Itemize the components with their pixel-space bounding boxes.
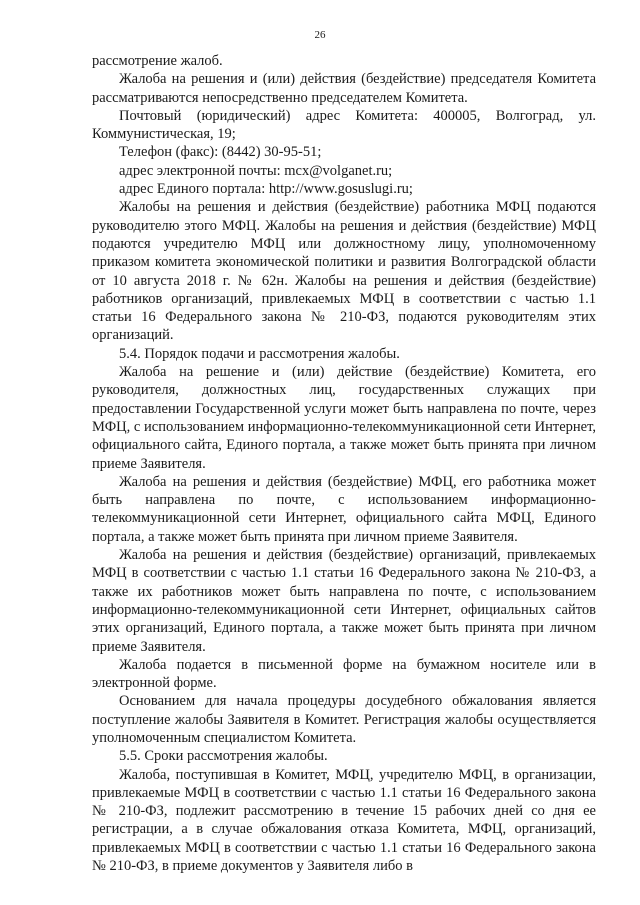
paragraph: Жалобы на решения и действия (бездействие) работника МФЦ подаются руководителю этого МФЦ. Жалобы на решения и действия (бездействие) МФЦ подаются учредителю МФЦ или должностному лицу, уполномоченному приказом комитета экономической политики и развития Волгоградской области от 10 августа 2018 г. № 62н. Жалобы на решения и действия (бездействие) работников организаций, привлекаемых МФЦ в соответствии с частью 1.1 статьи 16 Федерального закона № 210-ФЗ, подаются руководителям этих организаций. [92, 199, 596, 344]
paragraph: Почтовый (юридический) адрес Комитета: 400005, Волгоград, ул. Коммунистическая, 19; [92, 107, 596, 143]
paragraph: Жалоба на решения и действия (бездействие) организаций, привлекаемых МФЦ в соответствии с частью 1.1 статьи 16 Федерального закона № 210-ФЗ, а также их работников может быть направлена по почте, с использованием информационно-телекоммуникационной сети Интернет, официальных сайтов этих организаций, Единого портала, а также может быть принята при личном приеме Заявителя. [92, 547, 596, 655]
paragraph: Телефон (факс): (8442) 30-95-51; [119, 144, 322, 161]
paragraph: адрес Единого портала: http://www.gosuslugi.ru; [119, 181, 413, 198]
paragraph: Жалоба подается в письменной форме на бумажном носителе или в электронной форме. [92, 656, 596, 692]
paragraph: адрес электронной почты: mcx@volganet.ru; [119, 162, 393, 179]
paragraph: Основанием для начала процедуры досудебного обжалования является поступление жалобы Заявителя в Комитет. Регистрация жалобы осуществляется уполномоченным специалистом Комитета. [92, 693, 596, 746]
paragraph: Жалоба, поступившая в Комитет, МФЦ, учредителю МФЦ, в организации, привлекаемые МФЦ в соответствии с частью 1.1 статьи 16 Федерального закона № 210-ФЗ, подлежит рассмотрению в течение 15 рабочих дней со дня ее регистрации, а в случае обжалования отказа Комитета, МФЦ, организаций, привлекаемых МФЦ в соответствии с частью 1.1 статьи 16 Федерального закона № 210-ФЗ, в приеме документов у Заявителя либо в [92, 766, 596, 875]
paragraph: рассмотрение жалоб. [92, 53, 223, 69]
paragraph: Жалоба на решение и (или) действие (бездействие) Комитета, его руководителя, должностных лиц, государственных служащих при предоставлении Государственной услуги может быть направлена по почте, через МФЦ, с использованием информационно-телекоммуникационной сети Интернет, официального сайта, Единого портала, а также может быть принята при личном приеме Заявителя. [92, 364, 596, 472]
paragraph: Жалоба на решения и действия (бездействие) МФЦ, его работника может быть направлена по почте, с использованием информационно-телекоммуникационной сети Интернет, официального сайта МФЦ, Единого портала, а также может быть принята при личном приеме Заявителя. [92, 473, 596, 545]
paragraph: 5.4. Порядок подачи и рассмотрения жалобы. [119, 345, 400, 362]
paragraph: 5.5. Сроки рассмотрения жалобы. [119, 748, 328, 765]
paragraph: Жалоба на решения и (или) действия (бездействие) председателя Комитета рассматриваются непосредственно председателем Комитета. [92, 71, 596, 106]
page-number: 26 [314, 29, 326, 41]
document-body [92, 52, 596, 875]
